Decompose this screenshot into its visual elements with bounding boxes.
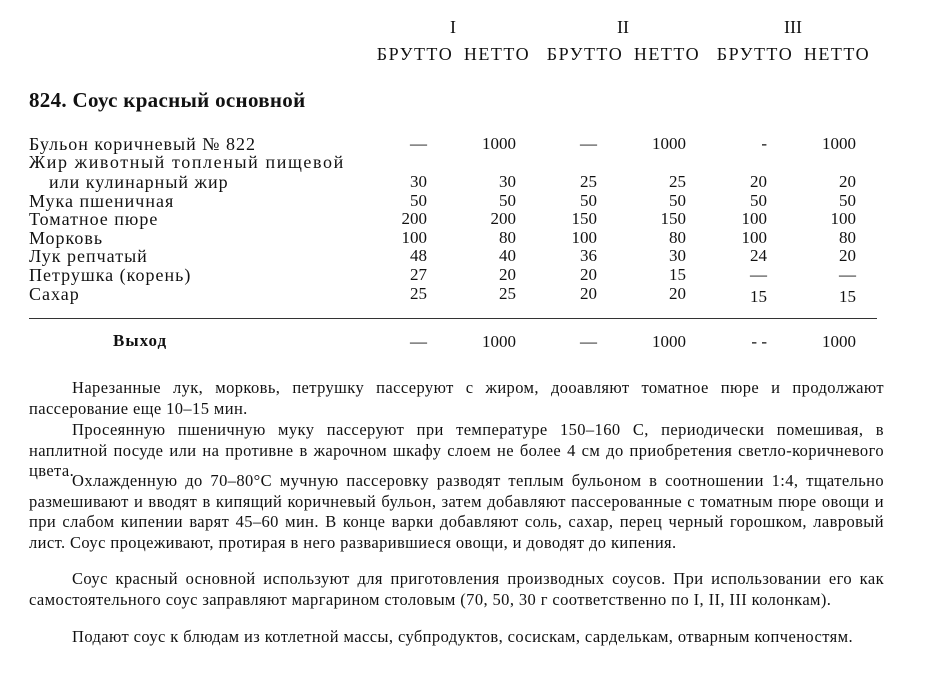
table-cell: 15 bbox=[839, 287, 856, 306]
ingredient-name: Петрушка (корень) bbox=[29, 265, 192, 285]
column-sub-brutto-2: БРУТТО bbox=[546, 44, 624, 64]
table-cell: 30 bbox=[669, 246, 686, 265]
column-sub-netto-3: НЕТТО bbox=[803, 44, 871, 64]
table-cell: 1000 bbox=[652, 134, 686, 153]
table-cell: — bbox=[410, 134, 427, 153]
table-cell: 25 bbox=[499, 284, 516, 303]
table-cell: 24 bbox=[750, 246, 767, 265]
column-sub-brutto-1: БРУТТО bbox=[376, 44, 454, 64]
table-cell: 150 bbox=[660, 209, 686, 228]
instruction-paragraph: Просеянную пшеничную муку пассеруют при температуре 150–160 С, периодически помешивая, в наплитной посуде или на противне в жарочном шкафу слоем не более 4 см до приобретения светло-коричневого цвета. bbox=[29, 420, 884, 480]
table-cell: 50 bbox=[839, 191, 856, 210]
table-cell: — bbox=[580, 134, 597, 153]
table-cell: 40 bbox=[499, 246, 516, 265]
table-cell: 200 bbox=[401, 209, 427, 228]
table-cell: 50 bbox=[410, 191, 427, 210]
yield-label: Выход bbox=[113, 331, 168, 350]
instruction-paragraph: Подают соус к блюдам из котлетной массы, субпродуктов, сосискам, сарделькам, отварным копченостям. bbox=[72, 627, 853, 646]
table-cell: 20 bbox=[499, 265, 516, 284]
ingredient-name: Бульон коричневый № 822 bbox=[29, 134, 256, 154]
ingredient-name: Морковь bbox=[29, 228, 104, 248]
table-cell: 20 bbox=[580, 284, 597, 303]
yield-cell: - - bbox=[751, 332, 767, 351]
table-cell: 25 bbox=[410, 284, 427, 303]
table-cell: 100 bbox=[401, 228, 427, 247]
table-cell: 15 bbox=[669, 265, 686, 284]
table-cell: 36 bbox=[580, 246, 597, 265]
table-cell: 20 bbox=[580, 265, 597, 284]
ingredient-name: Сахар bbox=[29, 284, 80, 304]
table-cell: 48 bbox=[410, 246, 427, 265]
table-cell: 1000 bbox=[482, 134, 516, 153]
ingredient-name: Лук репчатый bbox=[29, 246, 148, 266]
column-header-1: I bbox=[450, 17, 456, 37]
column-sub-brutto-3: БРУТТО bbox=[716, 44, 794, 64]
table-cell: 20 bbox=[669, 284, 686, 303]
table-cell: 20 bbox=[839, 246, 856, 265]
table-cell: 20 bbox=[839, 172, 856, 191]
instruction-paragraph: Нарезанные лук, морковь, петрушку пассеруют с жиром, дооавляют томатное пюре и продолжают пассерование еще 10–15 мин. bbox=[29, 378, 884, 418]
table-cell: 150 bbox=[571, 209, 597, 228]
ingredient-name: Томатное пюре bbox=[29, 209, 159, 229]
table-cell: 50 bbox=[580, 191, 597, 210]
table-cell: 30 bbox=[499, 172, 516, 191]
table-cell: 27 bbox=[410, 265, 427, 284]
table-cell: 100 bbox=[741, 209, 767, 228]
yield-cell: 1000 bbox=[482, 332, 516, 351]
instruction-paragraph: Охлажденную до 70–80°С мучную пассеровку разводят теплым бульоном в соотношении 1:4, тщательно размешивают и вводят в кипящий коричневый бульон, затем добавляют пассерованные с томатным пюре овощи и при слабом кипении варят 45–60 мин. В конце варки добавляют соль, сахар, перец черный горошком, лавровый лист. Соус процеживают, протирая в него разварившиеся овощи, и доводят до кипения. bbox=[29, 471, 884, 552]
ingredient-name: Мука пшеничная bbox=[29, 191, 175, 211]
table-cell: 100 bbox=[741, 228, 767, 247]
table-cell: 80 bbox=[669, 228, 686, 247]
ingredient-name-cont: или кулинарный жир bbox=[49, 172, 229, 192]
column-header-3: III bbox=[784, 17, 802, 37]
instruction-paragraph: Соус красный основной используют для приготовления производных соусов. При использовании его как самостоятельного соус заправляют маргарином столовым (70, 50, 30 г соответственно по I, II, III колонкам). bbox=[29, 569, 884, 609]
table-cell: 80 bbox=[499, 228, 516, 247]
table-cell: 50 bbox=[669, 191, 686, 210]
ingredient-name: Жир животный топленый пищевой bbox=[29, 152, 345, 172]
column-header-2: II bbox=[617, 17, 629, 37]
table-cell: 15 bbox=[750, 287, 767, 306]
table-cell: 200 bbox=[490, 209, 516, 228]
yield-cell: — bbox=[410, 332, 427, 351]
column-sub-netto-1: НЕТТО bbox=[463, 44, 531, 64]
table-cell: 30 bbox=[410, 172, 427, 191]
yield-cell: — bbox=[580, 332, 597, 351]
table-cell: 25 bbox=[580, 172, 597, 191]
table-cell: 50 bbox=[750, 191, 767, 210]
table-cell: — bbox=[750, 265, 767, 284]
table-cell: 20 bbox=[750, 172, 767, 191]
yield-cell: 1000 bbox=[822, 332, 856, 351]
table-cell: 50 bbox=[499, 191, 516, 210]
yield-cell: 1000 bbox=[652, 332, 686, 351]
table-cell: 100 bbox=[830, 209, 856, 228]
column-sub-netto-2: НЕТТО bbox=[633, 44, 701, 64]
table-cell: 100 bbox=[571, 228, 597, 247]
table-cell: - bbox=[761, 134, 767, 153]
table-cell: — bbox=[839, 265, 856, 284]
table-cell: 80 bbox=[839, 228, 856, 247]
table-cell: 1000 bbox=[822, 134, 856, 153]
recipe-title: 824. Соус красный основной bbox=[29, 88, 306, 112]
table-divider bbox=[29, 318, 877, 319]
table-cell: 25 bbox=[669, 172, 686, 191]
